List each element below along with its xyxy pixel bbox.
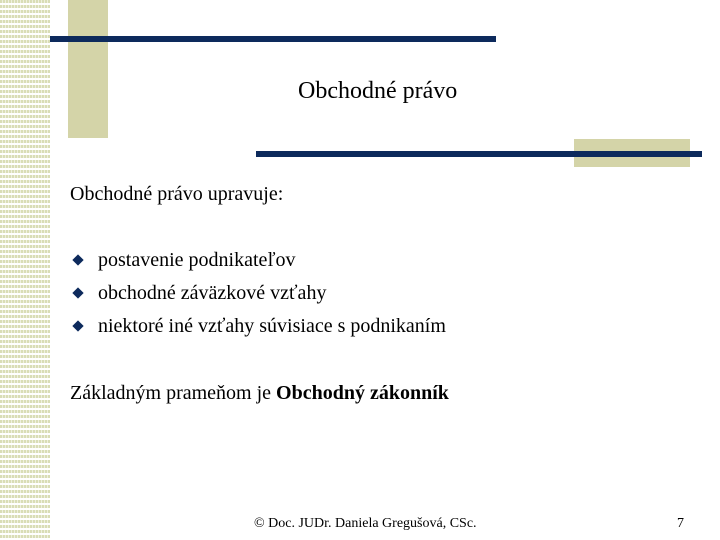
slide-title: Obchodné právo (298, 78, 458, 104)
bullet-list (70, 244, 690, 343)
footer-author: © Doc. JUDr. Daniela Gregušová, CSc. (254, 516, 477, 531)
page-number: 7 (677, 516, 684, 531)
source-bold-text: Obchodný zákonník (276, 382, 449, 404)
source-statement (70, 379, 690, 407)
diamond-bullet-icon (72, 320, 83, 331)
decorative-navy-line-top (50, 36, 496, 42)
list-item (70, 277, 690, 310)
slide-content (70, 180, 690, 407)
list-item-text: niektoré iné vzťahy súvisiace s podnikaním (98, 315, 446, 337)
diamond-bullet-icon (72, 287, 83, 298)
list-item-text: obchodné záväzkové vzťahy (98, 282, 327, 304)
source-prefix: Základným prameňom je (70, 382, 277, 404)
decorative-olive-block-top (68, 0, 108, 138)
list-item (70, 310, 690, 343)
decorative-striped-strip (0, 0, 50, 540)
decorative-navy-line-bottom (256, 151, 702, 157)
content-heading: Obchodné právo upravuje: (70, 183, 284, 205)
list-item (70, 244, 690, 277)
diamond-bullet-icon (72, 254, 83, 265)
list-item-text: postavenie podnikateľov (98, 249, 296, 271)
